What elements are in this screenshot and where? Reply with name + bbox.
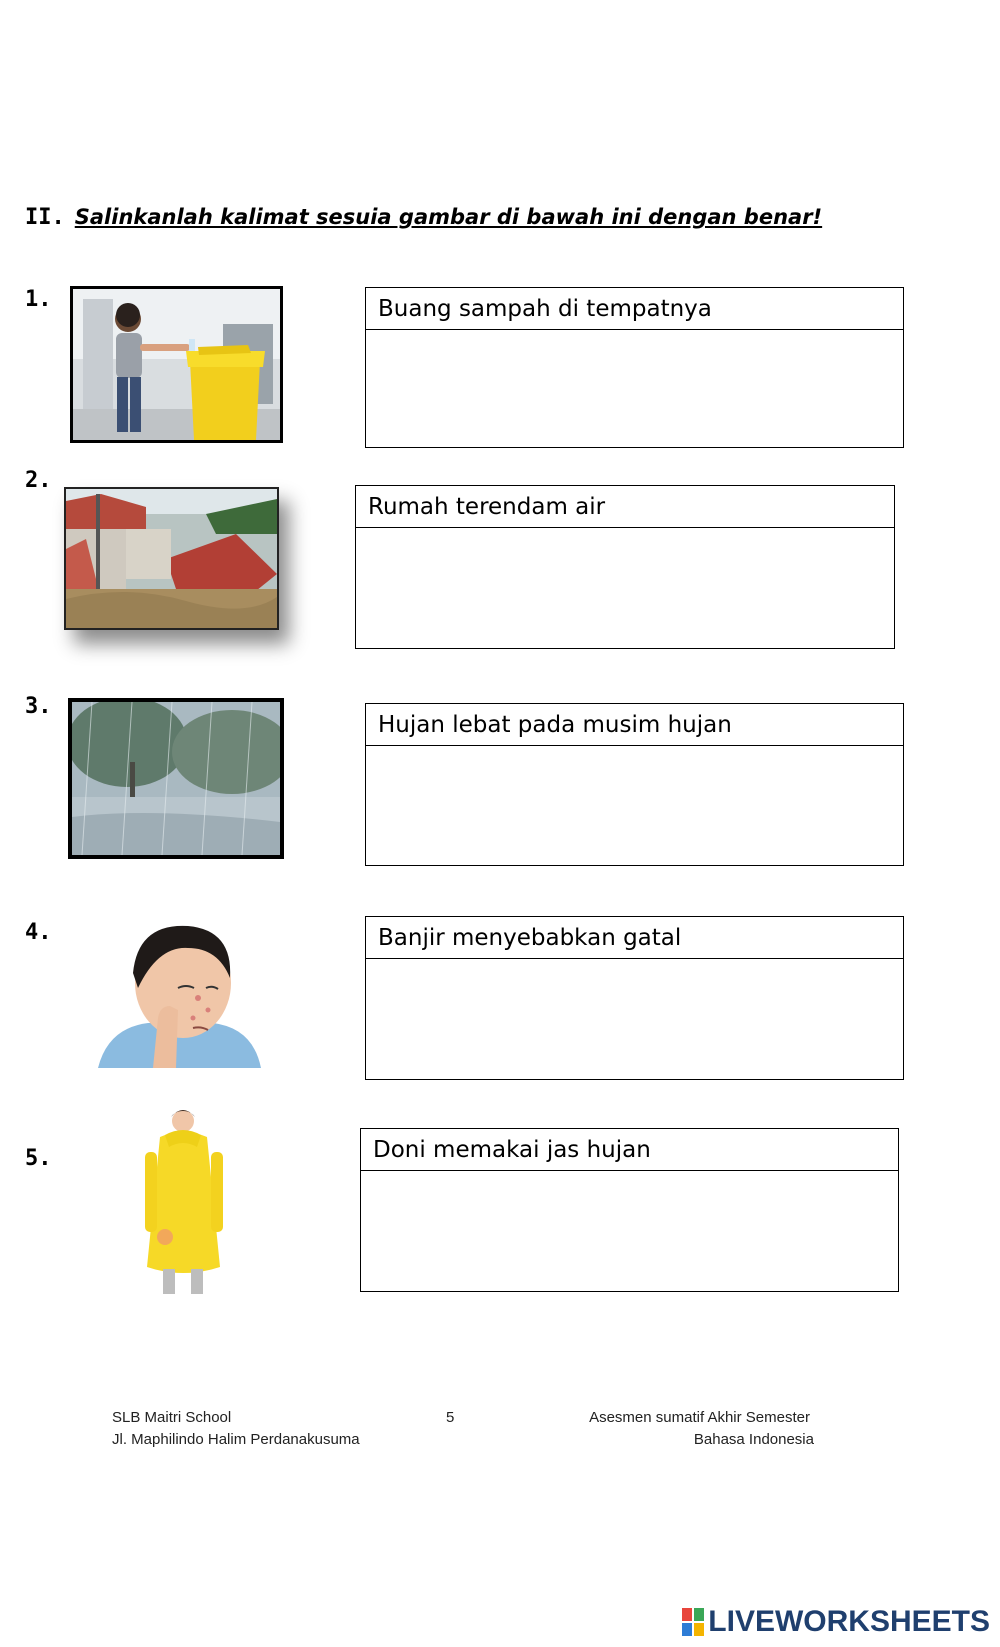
answer-box-1 xyxy=(365,287,904,448)
writing-area-2[interactable] xyxy=(355,530,895,649)
image-itchy-boy xyxy=(98,918,261,1068)
footer-subject: Bahasa Indonesia xyxy=(693,1431,814,1448)
writing-area-3[interactable] xyxy=(365,748,904,866)
image-boy-trash-bin xyxy=(70,286,283,443)
question-number-2: 2. xyxy=(25,468,52,493)
section-number: II. xyxy=(25,205,65,230)
sentence-3: Hujan lebat pada musim hujan xyxy=(365,703,904,745)
writing-area-1[interactable] xyxy=(365,332,904,448)
footer-address: Jl. Maphilindo Halim Perdanakusuma xyxy=(112,1431,360,1448)
footer-school: SLB Maitri School xyxy=(112,1409,232,1426)
writing-area-5[interactable] xyxy=(360,1173,899,1292)
sentence-5: Doni memakai jas hujan xyxy=(360,1128,899,1170)
image-raincoat-boy xyxy=(135,1107,235,1297)
answer-box-5 xyxy=(360,1128,899,1292)
question-number-4: 4. xyxy=(25,920,52,945)
image-flooded-houses xyxy=(64,487,279,630)
answer-box-4 xyxy=(365,916,904,1080)
question-number-5: 5. xyxy=(25,1146,52,1171)
writing-area-4[interactable] xyxy=(365,961,904,1080)
instruction-text: Salinkanlah kalimat sesuia gambar di bawah ini dengan benar! xyxy=(74,205,823,229)
question-number-1: 1. xyxy=(25,287,52,312)
brand-icon xyxy=(682,1608,704,1636)
footer-page-number: 5 xyxy=(446,1409,455,1426)
sentence-2: Rumah terendam air xyxy=(355,485,895,527)
instruction-heading xyxy=(25,205,822,230)
brand-name: LIVEWORKSHEETS xyxy=(708,1605,990,1638)
question-number-3: 3. xyxy=(25,694,52,719)
footer-assessment: Asesmen sumatif Akhir Semester xyxy=(589,1409,810,1426)
sentence-1: Buang sampah di tempatnya xyxy=(365,287,904,329)
liveworksheets-logo[interactable] xyxy=(682,1605,990,1639)
sentence-4: Banjir menyebabkan gatal xyxy=(365,916,904,958)
image-heavy-rain xyxy=(68,698,284,859)
answer-box-2 xyxy=(355,485,895,649)
answer-box-3 xyxy=(365,703,904,866)
